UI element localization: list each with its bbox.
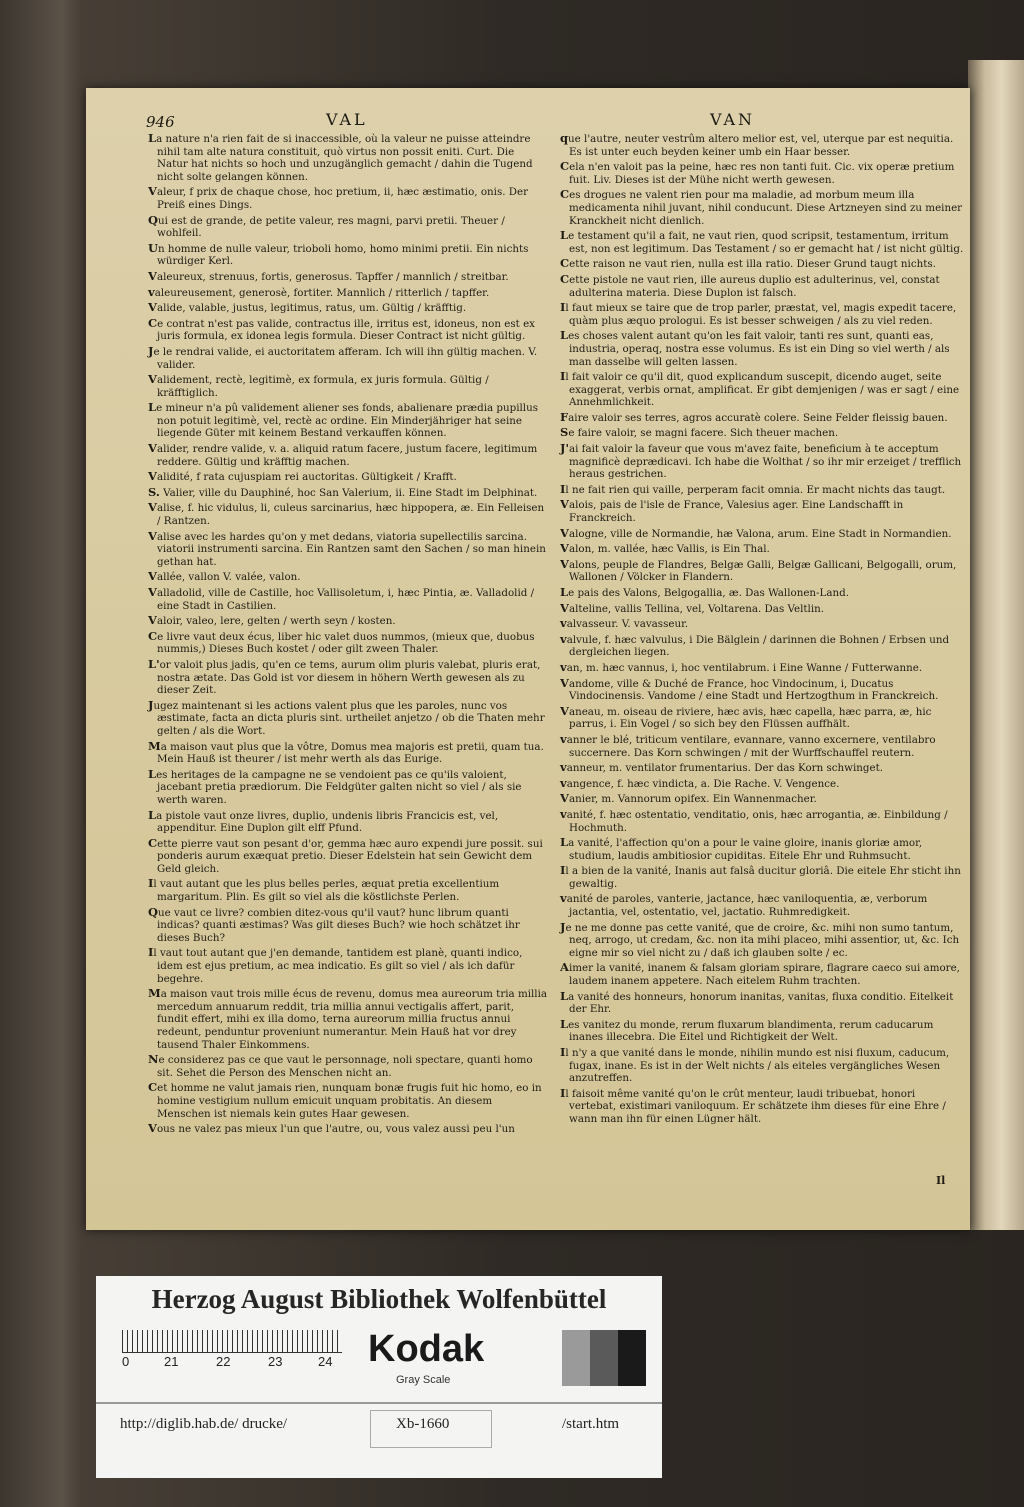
dictionary-entry: Cela n'en valoit pas la peine, hæc res non tanti fuit. Cic. vix operæ pretium fuit. Liv. Dieses ist der Mühe nicht werth gewesen. [560,159,955,186]
dictionary-entry: Jugez maintenant si les actions valent plus que les paroles, nunc vos æstimate, facta an dicta pluris sint. urtheilet anjetzo / ob die Thaten mehr gelten / als die Wort. [148,697,545,737]
dictionary-entry: Ma maison vaut trois mille écus de revenu, domus mea aureorum tria millia mercedum annuarum reddit, tria millia annui vectigalis affert, parit, fundit effert, mihi ex illa domo, terna aureorum millia fructus annui redeunt, penduntur proveniunt numerantur. Mein Hauß hat vor drey tausend Thaler Einkommens. [148,986,548,1051]
dictionary-entry: Cette pistole ne vaut rien, ille aureus duplio est adulterinus, vel, constat adulterina materia. Diese Duplon ist falsch. [560,271,940,299]
dictionary-entry: Valoir, valeo, lere, gelten / werth seyn / kosten. [148,613,396,628]
dictionary-entry: Vandome, ville & Duché de France, hoc Vindocinum, i, Ducatus Vindocinensis. Vandome / eine Stadt und Hertzogthum in Franckreich. [560,675,939,703]
running-head-left: VAL [326,110,368,129]
shelfmark: Xb-1660 [396,1416,450,1432]
dictionary-entry: Valteline, vallis Tellina, vel, Voltarena. Das Veltlin. [560,600,825,615]
dictionary-entry: vanité de paroles, vanterie, jactance, hæc vaniloquentia, æ, verborum jactantia, vel, ostentatio, vel, jactatio. Ruhmredigkeit. [560,891,928,919]
gray-patch-light [562,1330,590,1386]
dictionary-entry: Validité, f rata cujuspiam rei auctoritas. Gültigkeit / Krafft. [148,469,457,484]
dictionary-entry: que l'autre, neuter vestrûm altero melior est, vel, uterque par est nequitia. Es ist unter euch beyden keiner umb ein Haar besser. [560,131,954,158]
gray-patch-dark [618,1330,646,1386]
dictionary-entry: Cette pierre vaut son pesant d'or, gemma hæc auro expendi jure possit. sui ponderis aurum exæquat pretio. Dieser Edelstein hat sein Gewicht dem Geld gleich. [148,835,543,875]
dictionary-entry: Il vaut autant que les plus belles perles, æquat pretia excellentium margaritum. Plin. Es gilt so viel als die köstlichste Perlen. [148,876,500,904]
dictionary-entry: Cette raison ne vaut rien, nulla est illa ratio. Dieser Grund taugt nichts. [560,256,936,271]
dictionary-entry: La pistole vaut onze livres, duplio, undenis libris Francicis est, vel, appenditur. Eine Duplon gilt elff Pfund. [148,807,499,835]
dictionary-entry: Valeur, f prix de chaque chose, hoc pretium, ii, hæc æstimatio, onis. Der Preiß eines Dings. [148,184,529,211]
ruler-number: 23 [268,1354,283,1369]
dictionary-entry: Le pais des Valons, Belgogallia, æ. Das Wallonen-Land. [560,585,850,599]
dictionary-entry: Il a bien de la vanité, Inanis aut falsâ ducitur gloriâ. Die eitele Ehr sticht ihn gewaltig. [560,863,961,890]
dictionary-entry: Le mineur n'a pû validement aliener ses fonds, abalienare prædia pupillus non potuit legitimè, vel, rectè ac ordine. Ein Minderjähriger hat seine liegende Güter mit keinem Bestand verkauffen können. [148,400,539,440]
dictionary-entry: Vanier, m. Vannorum opifex. Ein Wannenmacher. [560,791,817,806]
dictionary-entry: Valise, f. hic vidulus, li, culeus sarcinarius, hæc hippopera, æ. Ein Felleisen / Rantzen. [148,500,545,528]
dictionary-entry: Valladolid, ville de Castille, hoc Vallisoletum, i, hæc Pintia, æ. Valladolid / eine Stadt in Castilien. [148,585,535,612]
dictionary-entry: Je le rendrai valide, ei auctoritatem afferam. Ich will ihn gültig machen. V. valider. [148,343,538,371]
dictionary-entry: Valois, pais de l'isle de France, Valesius ager. Eine Landschafft in Franckreich. [560,497,904,525]
dictionary-entry: Il fait valoir ce qu'il dit, quod explicandum suscepit, dicendo auget, seite exaggerat, verbis ornat, amplificat. Er gibt demjenigen / was er sagt / eine Annehmlichkeit. [560,369,960,409]
scale-ruler [122,1330,342,1369]
ruler-number: 24 [318,1354,333,1369]
dictionary-entry: S. Valier, ville du Dauphiné, hoc San Valerium, ii. Eine Stadt im Delphinat. [148,484,538,499]
url-left: http://diglib.hab.de/ drucke/ [120,1416,288,1432]
dictionary-entry: valvasseur. V. vavasseur. [560,616,689,631]
dictionary-entry: valvule, f. hæc valvulus, i Die Bälglein / darinnen die Bohnen / Erbsen und dergleichen liegen. [560,631,950,659]
dictionary-page [86,88,970,1230]
gray-patch-mid [590,1330,618,1386]
dictionary-entry: Ma maison vaut plus que la vôtre, Domus mea majoris est pretii, quam tua. Mein Hauß ist theurer / ist mehr werth als das Eurige. [148,738,544,766]
dictionary-entry: Le testament qu'il a fait, ne vaut rien, quod scripsit, testamentum, irritum est, non est legitimum. Das Testament / so er gemacht hat / ist nicht gültig. [560,228,964,255]
dictionary-entry: Vallée, vallon V. valée, valon. [148,569,301,584]
dictionary-entry: Un homme de nulle valeur, trioboli homo, homo minimi pretii. Ein nichts würdiger Kerl. [148,240,529,268]
dictionary-entry: valeureusement, generosè, fortiter. Mannlich / ritterlich / tapffer. [148,284,490,299]
dictionary-entry: van, m. hæc vannus, i, hoc ventilabrum. i Eine Wanne / Futterwanne. [560,659,923,674]
ruler-ticks [122,1330,342,1353]
dictionary-entry: Les vanitez du monde, rerum fluxarum blandimenta, rerum caducarum inanes illecebra. Die Eitel und Richtigkeit der Welt. [560,1016,934,1044]
ruler-number: 22 [216,1354,231,1369]
dictionary-entry: Ce contrat n'est pas valide, contractus ille, irritus est, idoneus, non est ex juris formula, ex idonea legis formula. Dieser Contract ist nicht gültig. [148,315,535,343]
ruler-number: 21 [164,1354,179,1369]
dictionary-entry: Aimer la vanité, inanem & falsam gloriam spirare, flagrare caeco sui amore, laudem inanem appetere. Nach eitelem Ruhm trachten. [560,960,960,988]
catchword: Il [936,1174,946,1187]
dictionary-entry: Valon, m. vallée, hæc Vallis, is Ein Thal. [560,541,770,556]
dictionary-entry: Ces drogues ne valent rien pour ma maladie, ad morbum meum illa medicamenta nihil juvant, nihil conducunt. Diese Artzneyen sind zu meiner Kranckheit nicht dienlich. [560,187,963,227]
dictionary-entry: Validement, rectè, legitimè, ex formula, ex juris formula. Gültig / kräfftiglich. [148,372,489,399]
dictionary-entry: Les heritages de la campagne ne se vendoient pas ce qu'ils valoient, jacebant pretia prædiorum. Die Feldgüter galten nicht so viel / als sie werth waren. [148,766,522,806]
url-right: /start.htm [562,1416,620,1432]
library-name: Herzog August Bibliothek Wolfenbüttel [151,1284,607,1314]
dictionary-entry: La vanité, l'affection qu'on a pour le vaine gloire, inanis gloriæ amor, studium, laudis ambitiosior cupiditas. Eitele Ehr und Ruhmsucht. [560,835,923,862]
right-column [560,132,964,1128]
dictionary-entry: Ne considerez pas ce que vaut le personnage, noli spectare, quanti homo sit. Sehet die Person des Menschen nicht an. [148,1052,533,1079]
dictionary-entry: Valogne, ville de Normandie, hæ Valona, arum. Eine Stadt in Normandien. [560,525,952,540]
library-target-card [96,1276,662,1478]
dictionary-entry: Vaneau, m. oiseau de riviere, hæc avis, hæc capella, hæc parra, æ, hic parrus, i. Ein Vogel / so sich bey den Flüssen auffhält. [560,703,932,731]
next-page-edge [968,60,1024,1230]
page-number: 946 [146,113,175,131]
dictionary-entry: Ce livre vaut deux écus, liber hic valet duos nummos, (mieux que, duobus nummis,) Dieses Buch kostet / oder gilt zween Thaler. [148,628,535,656]
dictionary-entry: J'ai fait valoir la faveur que vous m'avez faite, beneficium à te acceptum magnificè deprædicavi. Ich habe die Wolthat / so ihr mir erzeiget / trefflich heraus gestrichen. [560,441,962,481]
dictionary-entry: La nature n'a rien fait de si inaccessible, où la valeur ne puisse atteindre nihil tam alte natura constituit, quò virtus non possit eniti. Curt. Die Natur hat nichts so hoch und unzugänglich gemacht / dahin die Tugend nicht solte gelangen können. [148,131,533,183]
dictionary-entry: Que vaut ce livre? combien ditez-vous qu'il vaut? hunc librum quanti indicas? quanti æstimas? Was gilt dieses Buch? wie hoch schätzet ihr dieses Buch? [148,904,520,944]
dictionary-entry: Se faire valoir, se magni facere. Sich theuer machen. [560,425,839,440]
dictionary-entry: Valeureux, strenuus, fortis, generosus. Tapffer / mannlich / streitbar. [148,268,509,283]
dictionary-entry: Valide, valable, justus, legitimus, ratus, um. Gültig / kräfftig. [148,300,467,315]
dictionary-entry: La vanité des honneurs, honorum inanitas, vanitas, fluxa conditio. Eitelkeit der Ehr. [560,988,954,1016]
dictionary-entry: Valider, rendre valide, v. a. aliquid ratum facere, justum facere, legitimum reddere. Gültig und kräfftig machen. [148,441,538,468]
dictionary-entry: Cet homme ne valut jamais rien, nunquam bonæ frugis fuit hic homo, eo in homine vestigium nullum emicuit unquam probitatis. An diesem Menschen ist niemals kein gutes Haar gewesen. [148,1080,542,1120]
gray-scale-label: Gray Scale [396,1374,451,1386]
dictionary-entry: Valise avec les hardes qu'on y met dedans, viatoria supellectilis sarcina. viatorii instrumenti sarcina. Ein Rantzen samt den Sachen / so man hinein gethan hat. [148,528,546,568]
dictionary-entry: Il n'y a que vanité dans le monde, nihilin mundo est nisi fluxum, caducum, fugax, inane. Es ist in der Welt nichts / als eiteles vergängliches Wesen anzutreffen. [560,1045,950,1085]
dictionary-entry: L'or valoit plus jadis, qu'en ce tems, aurum olim pluris valebat, pluris erat, nostra ætate. Das Gold ist vor diesem in höhern Werth gewesen als zu dieser Zeit. [148,656,541,697]
dictionary-entry: Il ne fait rien qui vaille, perperam facit omnia. Er macht nichts das taugt. [560,481,946,496]
dictionary-entry: vanner le blé, triticum ventilare, evannare, vanno excernere, ventilabro succernere. Das Korn schwingen / mit der Wurffschauffel reutern. [560,731,936,759]
left-column [148,132,548,1138]
dictionary-entry: Faire valoir ses terres, agros accuratè colere. Seine Felder fleissig bauen. [560,409,948,424]
dictionary-entry: Il vaut tout autant que j'en demande, tantidem est planè, quanti indico, idem est ejus pretium, ac mea indicatio. Es gilt so viel / als ich dafür begehre. [148,945,523,985]
running-head-right: VAN [710,110,756,129]
dictionary-entry: vanité, f. hæc ostentatio, venditatio, onis, hæc arrogantia, æ. Einbildung / Hochmuth. [560,806,948,834]
dictionary-entry: Il faisoit même vanité qu'on le crût menteur, laudi tribuebat, honori vertebat, existimari vaniloquum. Er schätzete ihm dieses für eine Ehre / wann man ihn für einen Lügner hält. [560,1085,946,1125]
ruler-number: 0 [122,1354,130,1369]
dictionary-entry: vanneur, m. ventilator frumentarius. Der das Korn schwinget. [560,760,883,775]
dictionary-entry: Les choses valent autant qu'on les fait valoir, tanti res sunt, quanti eas, industria, operaq, nostra esse volumus. Es ist ein Ding so viel werth / als man dasselbe will gelten lassen. [560,328,950,368]
kodak-logo: Kodak [368,1328,485,1370]
footer-divider [96,1402,662,1404]
dictionary-entry: Valons, peuple de Flandres, Belgæ Galli, Belgæ Gallicani, Belgogalli, orum, Wallonen / Völcker in Flandern. [560,556,957,584]
dictionary-entry: vangence, f. hæc vindicta, a. Die Rache. V. Vengence. [560,775,840,790]
dictionary-entry: Je ne me donne pas cette vanité, que de croire, &c. mihi non sumo tantum, neq, arrogo, ut credam, &c. non ita mihi placeo, mihi assentior, ut, &c. Ich eigne mir so viel nicht zu / daß ich glauben solte / ec. [560,919,960,959]
dictionary-entry: Vous ne valez pas mieux l'un que l'autre, ou, vous valez aussi peu l'un [148,1121,515,1136]
dictionary-entry: Qui est de grande, de petite valeur, res magni, parvi pretii. Theuer / wohlfeil. [148,212,505,240]
gray-scale-patches [562,1330,646,1386]
dictionary-entry: Il faut mieux se taire que de trop parler, præstat, vel, magis expedit tacere, quàm plus æquo prologui. Es ist besser schweigen / als zu viel reden. [560,300,957,327]
